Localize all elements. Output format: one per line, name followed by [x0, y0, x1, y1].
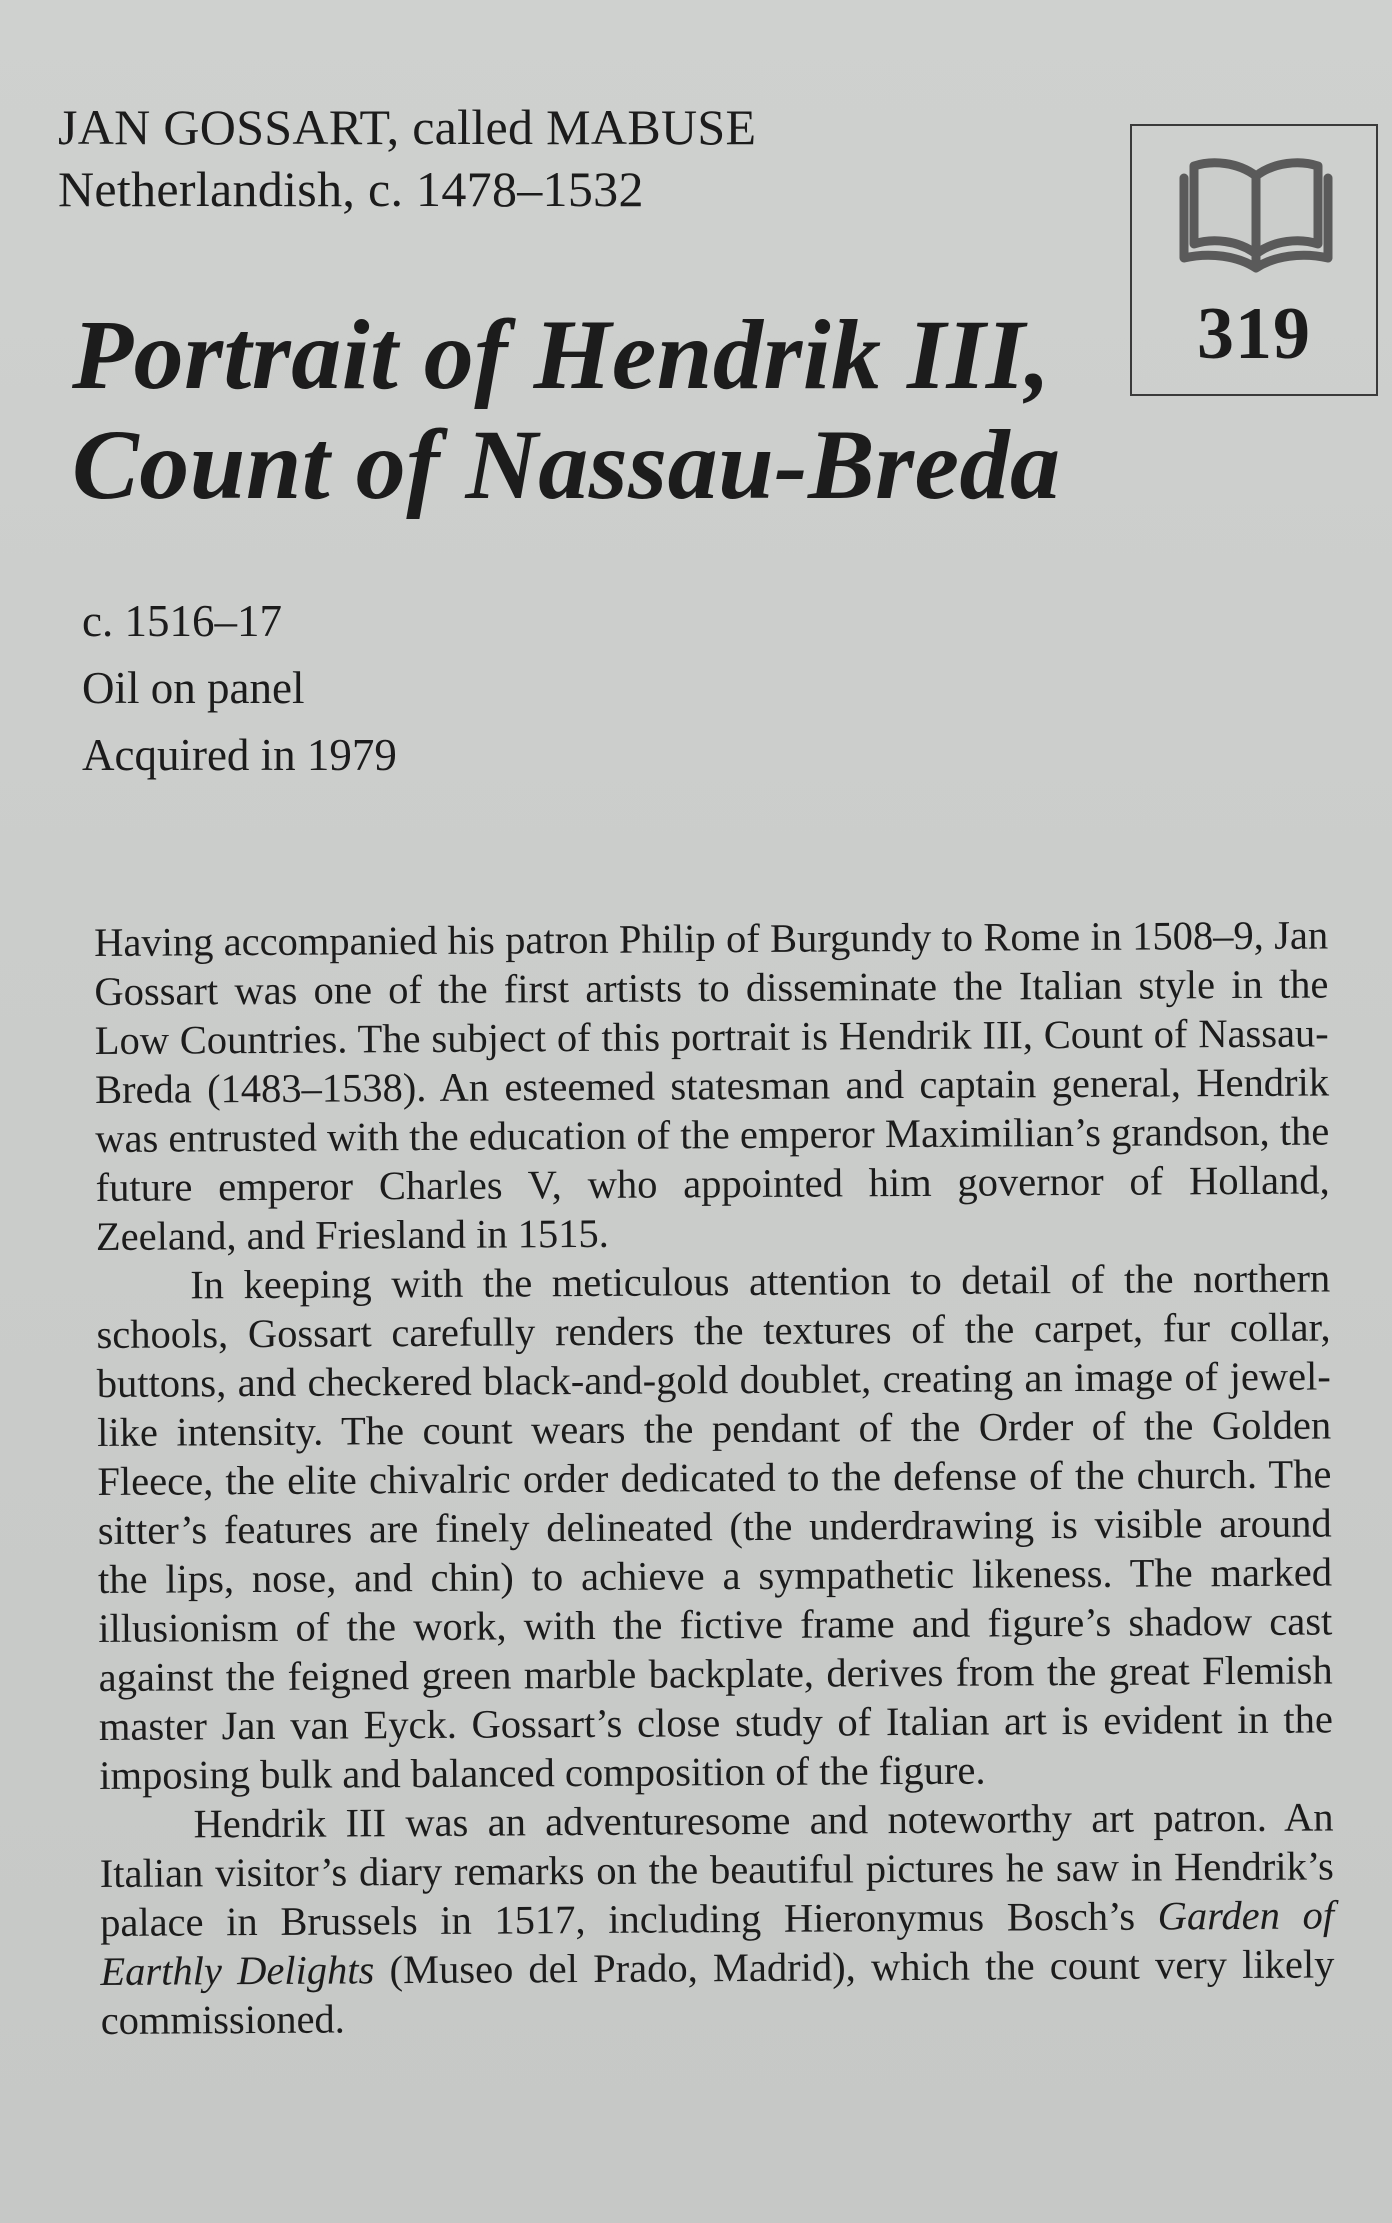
painting-title-reference: Garden of Earthly Delights	[100, 1892, 1335, 1994]
body-paragraph-1: Having accompanied his patron Philip of Burgundy to Rome in 1508–9, Jan Gossart was one of the first artists to disseminate the Italian style in the Low Countries. The subject of this portrait is Hendrik III, Count of Nassau-Breda (1483–1538). An esteemed statesman and captain general, Hendrik was entrusted with the education of the emperor Maximilian’s grandson, the future emperor Charles V, who appointed him governor of Holland, Zeeland, and Friesland in 1515.	[94, 912, 1330, 1259]
artwork-acquisition: Acquired in 1979	[82, 730, 397, 780]
artwork-title	[72, 300, 1060, 520]
open-book-icon	[1176, 152, 1336, 282]
audio-guide-box	[1130, 124, 1378, 396]
label-body	[94, 910, 1335, 2045]
body-paragraph-3-end: (Museo del Prado, Madrid), which the count very likely commissioned.	[100, 1941, 1335, 2043]
body-paragraph-2: In keeping with the meticulous attention to detail of the northern schools, Gossart carefully renders the textures of the carpet, fur collar, buttons, and checkered black-and-gold doublet, creating an image of jewel-like intensity. The count wears the pendant of the Order of the Golden Fleece, the elite chivalric order dedicated to the defense of the church. The sitter’s features are finely delineated (the underdrawing is visible around the lips, nose, and chin) to achieve a sympathetic likeness. The marked illusionism of the work, with the fictive frame and figure’s shadow cast against the feigned green marble backplate, derives from the great Flemish master Jan van Eyck. Gossart’s close study of Italian art is evident in the imposing bulk and balanced composition of the figure.	[96, 1255, 1334, 1798]
body-paragraph-3	[99, 1792, 1334, 2045]
artist-name: JAN GOSSART, called MABUSE	[58, 99, 757, 155]
artwork-date: c. 1516–17	[82, 596, 282, 646]
artwork-medium: Oil on panel	[82, 663, 305, 713]
artwork-details	[82, 588, 397, 789]
audio-stop-number: 319	[1197, 293, 1311, 375]
body-paragraph-3-text: Hendrik III was an adventuresome and noteworthy art patron. An Italian visitor’s diary remarks on the beautiful pictures he saw in Hendrik’s palace in Brussels in 1517, including Hieronymus Bosch’s	[99, 1794, 1334, 1945]
title-line-2: Count of Nassau-Breda	[72, 409, 1061, 520]
title-line-1: Portrait of Hendrik III,	[72, 299, 1051, 410]
artist-nationality-dates: Netherlandish, c. 1478–1532	[58, 161, 644, 217]
artist-block	[58, 96, 756, 220]
